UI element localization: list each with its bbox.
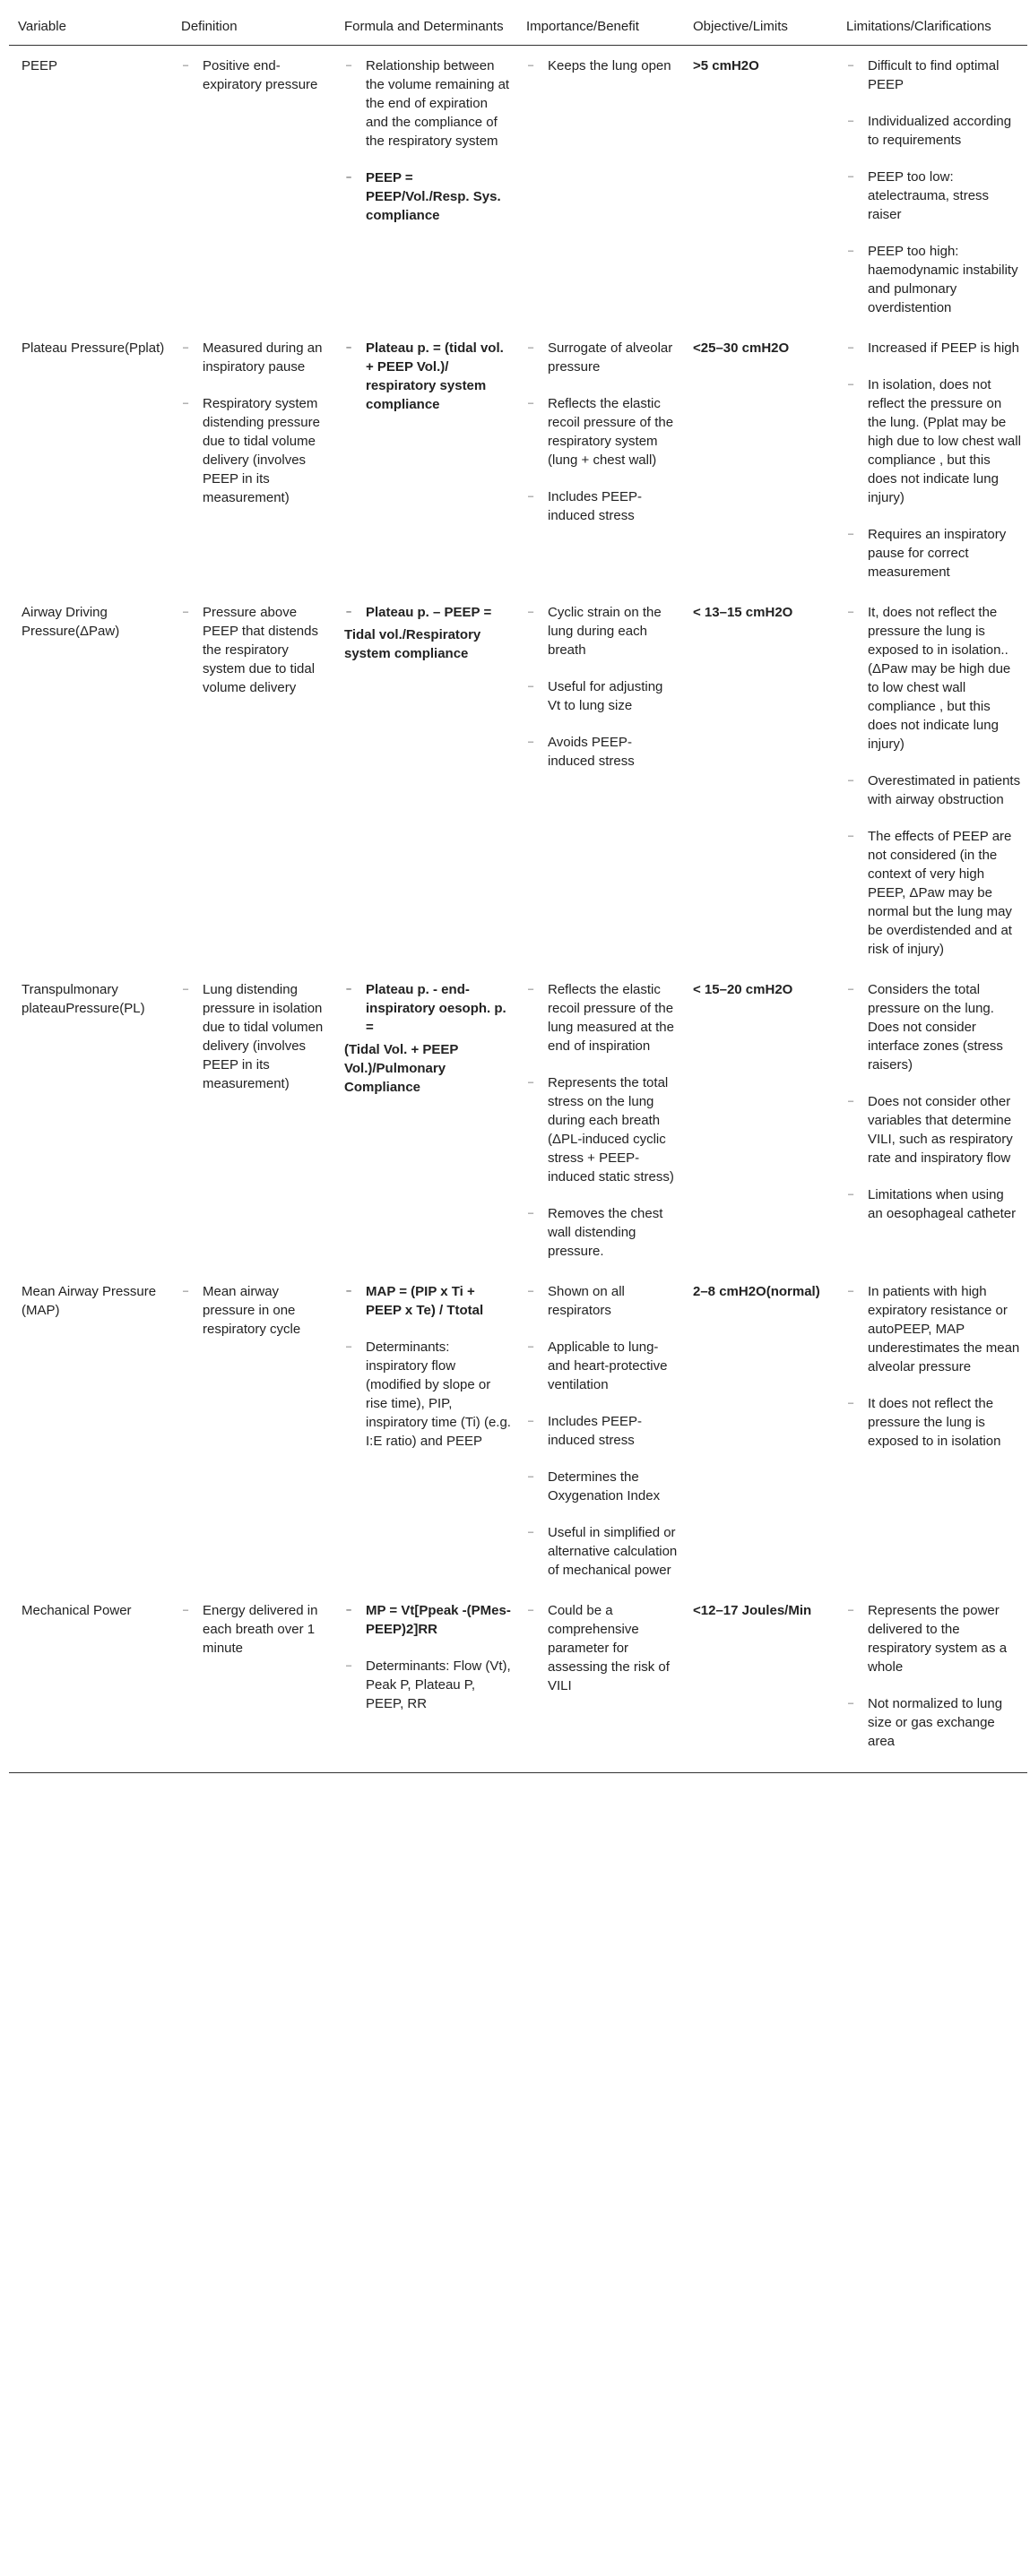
- cell-variable: [9, 1271, 172, 1590]
- definition-item-list: [181, 603, 330, 697]
- definition-item-list: [181, 1601, 330, 1658]
- cell-variable: [9, 969, 172, 1271]
- definition-item-list: [181, 339, 330, 507]
- limitation-item-list: [846, 56, 1022, 317]
- header-variable: Variable: [9, 11, 172, 46]
- importance-item-list: [526, 603, 679, 771]
- limitation-item: – Limitations when using an oesophageal catheter: [846, 1185, 1022, 1223]
- definition-item-list: [181, 1282, 330, 1339]
- cell-definition: [172, 592, 335, 969]
- cell-limitations: [837, 328, 1027, 592]
- limitation-item: – It, does not reflect the pressure the lung is exposed to in isolation.. (ΔPaw may be high due to low chest wall compliance , but this does not indicate lung injury): [846, 603, 1022, 754]
- importance-item: – Represents the total stress on the lung during each breath (ΔPL-induced cyclic stress + PEEP-induced static stress): [526, 1073, 679, 1186]
- limitation-item-list: [846, 980, 1022, 1223]
- limitation-item: – In isolation, does not reflect the pressure on the lung. (Pplat may be high due to low chest wall compliance , but this does not indicate lung injury): [846, 375, 1022, 507]
- cell-formula: [335, 328, 517, 592]
- cell-formula: [335, 592, 517, 969]
- limitation-item: – PEEP too high: haemodynamic instability and pulmonary overdistention: [846, 242, 1022, 317]
- formula-result: (Tidal Vol. + PEEP Vol.)/Pulmonary Compliance: [344, 1042, 459, 1095]
- limitation-item: – It does not reflect the pressure the lung is exposed to in isolation: [846, 1394, 1022, 1451]
- variable-name: Airway Driving Pressure(ΔPaw): [22, 605, 120, 639]
- limitation-item: – Requires an inspiratory pause for correct measurement: [846, 525, 1022, 582]
- table-row: [9, 969, 1027, 1271]
- limitation-item: – PEEP too low: atelectrauma, stress raiser: [846, 168, 1022, 224]
- importance-item: – Useful in simplified or alternative calculation of mechanical power: [526, 1523, 679, 1580]
- formula-item: – Determinants: inspiratory flow (modified by slope or rise time), PIP, inspiratory time (Ti) (e.g. I:E ratio) and PEEP: [344, 1338, 512, 1451]
- cell-variable: [9, 46, 172, 329]
- cell-definition: [172, 969, 335, 1271]
- formula-item-list: [344, 603, 512, 622]
- cell-variable: [9, 592, 172, 969]
- header-objective: Objective/Limits: [684, 11, 837, 46]
- cell-objective: <25–30 cmH2O: [693, 340, 790, 356]
- variable-name: Mean Airway Pressure (MAP): [22, 1284, 157, 1318]
- importance-item: – Cyclic strain on the lung during each breath: [526, 603, 679, 659]
- cell-formula: [335, 46, 517, 329]
- cell-limitations: [837, 592, 1027, 969]
- cell-objective: 2–8 cmH2O(normal): [693, 1284, 820, 1299]
- variable-name: Plateau Pressure(Pplat): [22, 340, 165, 356]
- header-limitations: Limitations/Clarifications: [837, 11, 1027, 46]
- limitation-item-list: [846, 339, 1022, 582]
- definition-item-list: [181, 56, 330, 94]
- limitation-item: – The effects of PEEP are not considered (in the context of very high PEEP, ΔPaw may be normal but the lung may be overdistended and at risk of injury): [846, 827, 1022, 959]
- cell-objective: < 13–15 cmH2O: [693, 605, 793, 620]
- cell-variable: [9, 328, 172, 592]
- cell-importance: [517, 1271, 684, 1590]
- importance-item-list: [526, 1601, 679, 1695]
- formula-result: Tidal vol./Respiratory system compliance: [344, 627, 481, 661]
- cell-objective: < 15–20 cmH2O: [693, 982, 793, 997]
- limitation-item: – Overestimated in patients with airway obstruction: [846, 771, 1022, 809]
- cell-limitations: [837, 1590, 1027, 1773]
- cell-limitations: [837, 46, 1027, 329]
- limitation-item: – Does not consider other variables that determine VILI, such as respiratory rate and inspiratory flow: [846, 1092, 1022, 1167]
- limitation-item-list: [846, 603, 1022, 959]
- formula-item-list: [344, 56, 512, 225]
- definition-item: – Positive end-expiratory pressure: [181, 56, 330, 94]
- importance-item-list: [526, 1282, 679, 1580]
- cell-importance: [517, 969, 684, 1271]
- importance-item: – Shown on all respirators: [526, 1282, 679, 1320]
- formula-item: – Plateau p. – PEEP =: [344, 603, 512, 622]
- variable-name: PEEP: [22, 58, 58, 73]
- definition-item: – Lung distending pressure in isolation due to tidal volumen delivery (involves PEEP in its measurement): [181, 980, 330, 1093]
- cell-importance: [517, 46, 684, 329]
- ventilation-variables-table: [9, 11, 1027, 1773]
- table-row: [9, 328, 1027, 592]
- header-formula: Formula and Determinants: [335, 11, 517, 46]
- limitation-item: – Increased if PEEP is high: [846, 339, 1022, 358]
- formula-item: – MAP = (PIP x Ti + PEEP x Te) / Ttotal: [344, 1282, 512, 1320]
- variable-name: Mechanical Power: [22, 1603, 132, 1618]
- limitation-item-list: [846, 1282, 1022, 1451]
- limitation-item: – Individualized according to requirements: [846, 112, 1022, 150]
- limitation-item: – Considers the total pressure on the lung. Does not consider interface zones (stress raisers): [846, 980, 1022, 1074]
- table-row: [9, 1271, 1027, 1590]
- importance-item: – Includes PEEP-induced stress: [526, 487, 679, 525]
- importance-item-list: [526, 339, 679, 525]
- formula-item: – Determinants: Flow (Vt), Peak P, Plateau P, PEEP, RR: [344, 1657, 512, 1713]
- formula-item: – MP = Vt[Ppeak -(PMes-PEEP)2]RR: [344, 1601, 512, 1639]
- cell-variable: [9, 1590, 172, 1773]
- limitation-item-list: [846, 1601, 1022, 1751]
- limitation-item: – Represents the power delivered to the respiratory system as a whole: [846, 1601, 1022, 1676]
- cell-importance: [517, 592, 684, 969]
- cell-formula: [335, 1271, 517, 1590]
- importance-item: – Could be a comprehensive parameter for assessing the risk of VILI: [526, 1601, 679, 1695]
- formula-item: – PEEP = PEEP/Vol./Resp. Sys. compliance: [344, 168, 512, 225]
- table-row: [9, 1590, 1027, 1773]
- header-definition: Definition: [172, 11, 335, 46]
- definition-item: – Mean airway pressure in one respiratory cycle: [181, 1282, 330, 1339]
- importance-item: – Applicable to lung- and heart-protective ventilation: [526, 1338, 679, 1394]
- table-header-row: [9, 11, 1027, 46]
- limitation-item: – In patients with high expiratory resistance or autoPEEP, MAP underestimates the mean alveolar pressure: [846, 1282, 1022, 1376]
- importance-item: – Reflects the elastic recoil pressure of the lung measured at the end of inspiration: [526, 980, 679, 1055]
- definition-item-list: [181, 980, 330, 1093]
- formula-item: – Plateau p. - end-inspiratory oesoph. p. =: [344, 980, 512, 1037]
- table-row: [9, 592, 1027, 969]
- importance-item: – Surrogate of alveolar pressure: [526, 339, 679, 376]
- importance-item: – Avoids PEEP-induced stress: [526, 733, 679, 771]
- cell-formula: [335, 1590, 517, 1773]
- formula-item: – Plateau p. = (tidal vol. + PEEP Vol.)/ respiratory system compliance: [344, 339, 512, 414]
- definition-item: – Energy delivered in each breath over 1 minute: [181, 1601, 330, 1658]
- importance-item: – Removes the chest wall distending pressure.: [526, 1204, 679, 1261]
- cell-definition: [172, 328, 335, 592]
- cell-importance: [517, 1590, 684, 1773]
- cell-objective: <12–17 Joules/Min: [684, 1590, 837, 1773]
- formula-item-list: [344, 980, 512, 1037]
- header-importance: Importance/Benefit: [517, 11, 684, 46]
- formula-item-list: [344, 1282, 512, 1451]
- importance-item-list: [526, 56, 679, 75]
- formula-item-list: [344, 1601, 512, 1713]
- definition-item: – Respiratory system distending pressure due to tidal volume delivery (involves PEEP in its measurement): [181, 394, 330, 507]
- importance-item: – Reflects the elastic recoil pressure of the respiratory system (lung + chest wall): [526, 394, 679, 470]
- cell-formula: [335, 969, 517, 1271]
- formula-item-list: [344, 339, 512, 414]
- limitation-item: – Not normalized to lung size or gas exchange area: [846, 1694, 1022, 1751]
- importance-item: – Includes PEEP-induced stress: [526, 1412, 679, 1450]
- cell-objective: >5 cmH2O: [693, 58, 759, 73]
- formula-item: – Relationship between the volume remaining at the end of expiration and the compliance of the respiratory system: [344, 56, 512, 151]
- table-row: [9, 46, 1027, 329]
- cell-importance: [517, 328, 684, 592]
- importance-item-list: [526, 980, 679, 1261]
- importance-item: – Keeps the lung open: [526, 56, 679, 75]
- cell-definition: [172, 46, 335, 329]
- limitation-item: – Difficult to find optimal PEEP: [846, 56, 1022, 94]
- definition-item: – Measured during an inspiratory pause: [181, 339, 330, 376]
- cell-limitations: [837, 1271, 1027, 1590]
- cell-definition: [172, 1590, 335, 1773]
- importance-item: – Useful for adjusting Vt to lung size: [526, 677, 679, 715]
- importance-item: – Determines the Oxygenation Index: [526, 1468, 679, 1505]
- definition-item: – Pressure above PEEP that distends the respiratory system due to tidal volume delivery: [181, 603, 330, 697]
- cell-limitations: [837, 969, 1027, 1271]
- cell-definition: [172, 1271, 335, 1590]
- variable-name: Transpulmonary plateauPressure(PL): [22, 982, 145, 1016]
